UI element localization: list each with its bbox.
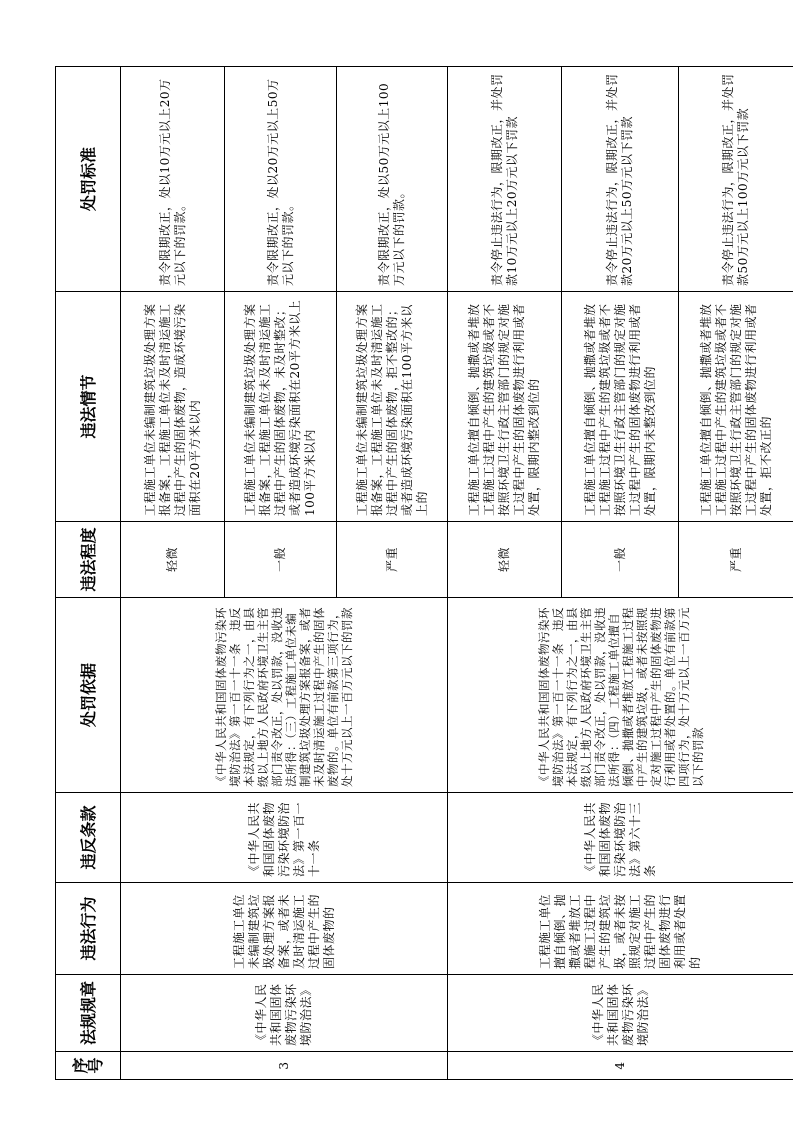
act-cell: 工程施工单位擅自倾倒、抛撒或者堆放工程施工过程中产生的建筑垃圾，或者未按照规定对施工过程中产生的固体废物进行利用或者处置的 [448, 883, 793, 975]
law-cell: 《中华人民共和国固体废物污染环境防治法》 [121, 975, 448, 1052]
degree-cell: 严重 [679, 522, 793, 598]
circumstance-cell: 工程施工单位未编制建筑垃圾处理方案报备案，工程施工单位未及时清运施工过程中产生的固体废物，造成环境污染面积在20平方米以内 [121, 292, 225, 522]
clause-cell: 《中华人民共和国固体废物污染环境防治法》第一百一十一条 [121, 793, 448, 883]
circumstance-cell: 工程施工单位擅自倾倒、抛撒或者堆放工程施工过程中产生的建筑垃圾或者不按照环境卫生行政主管部门的规定对施工过程中产生的固体废物进行利用或者处置，限期内未整改到位的 [562, 292, 679, 522]
degree-cell: 一般 [562, 522, 679, 598]
standard-cell: 责令限期改正，处以10万元以上20万元以下的罚款。 [121, 67, 225, 292]
penalty-standard-sheet [55, 67, 793, 1080]
penalty-table [55, 66, 793, 1080]
header-row [56, 67, 121, 1080]
standard-cell: 责令停止违法行为，限期改正，并处罚款20万元以上50万元以下罚款 [562, 67, 679, 292]
header-law: 法规规章 [56, 975, 121, 1052]
header-basis: 处罚依据 [56, 598, 121, 793]
header-seq: 序号 [56, 1052, 121, 1080]
table-row [448, 67, 562, 1080]
degree-cell: 轻微 [448, 522, 562, 598]
degree-cell: 轻微 [121, 522, 225, 598]
circumstance-cell: 工程施工单位擅自倾倒、抛撒或者堆放工程施工过程中产生的建筑垃圾或者不按照环境卫生行政主管部门的规定对施工过程中产生的固体废物进行利用或者处置，限期内整改到位的 [448, 292, 562, 522]
table-row [121, 67, 225, 1080]
standard-cell: 责令停止违法行为，限期改正，并处罚款50万元以上100万元以下罚款 [679, 67, 793, 292]
circumstance-cell: 工程施工单位擅自倾倒、抛撒或者堆放工程施工过程中产生的建筑垃圾或者不按照环境卫生行政主管部门的规定对施工过程中产生的固体废物进行利用或者处置，拒不改正的 [679, 292, 793, 522]
header-standard: 处罚标准 [56, 67, 121, 292]
circumstance-cell: 工程施工单位未编制建筑垃圾处理方案报备案，工程施工单位未及时清运施工过程中产生的固体废物，未及时整改；或者造成环境污染面积在20平方米以上100平方米以内 [225, 292, 337, 522]
header-degree: 违法程度 [56, 522, 121, 598]
seq-cell: 4 [448, 1052, 793, 1080]
header-act: 违法行为 [56, 883, 121, 975]
standard-cell: 责令停止违法行为，限期改正，并处罚款10万元以上20万元以下罚款 [448, 67, 562, 292]
header-circumstance: 违法情节 [56, 292, 121, 522]
basis-cell: 《中华人民共和国固体废物污染环境防治法》第一百一十一条 违反本法规定，有下列行为之一，由县级以上地方人民政府环境卫生主管部门责令改正，处以罚款，没收违法所得：（四）工程施工单位擅自倾倒、抛撒或者堆放工程施工过程中产生的建筑垃圾，或者未按照规定对施工过程中产生的固体废物进行利用或者处置的。单位有前款第四项行为，处十万元以上一百万元以下的罚款 [448, 598, 793, 793]
act-cell: 工程施工单位未编制建筑垃圾处理方案报备案，或者未及时清运施工过程中产生的固体废物的 [121, 883, 448, 975]
seq-cell: 3 [121, 1052, 448, 1080]
degree-cell: 严重 [337, 522, 448, 598]
clause-cell: 《中华人民共和国固体废物污染环境防治法》第六十三条 [448, 793, 793, 883]
header-clause: 违反条款 [56, 793, 121, 883]
standard-cell: 责令限期改正，处以20万元以上50万元以下的罚款。 [225, 67, 337, 292]
standard-cell: 责令限期改正，处以50万元以上100万元以下的罚款。 [337, 67, 448, 292]
law-cell: 《中华人民共和国固体废物污染环境防治法》 [448, 975, 793, 1052]
degree-cell: 一般 [225, 522, 337, 598]
basis-cell: 《中华人民共和国固体废物污染环境防治法》第一百一十一条 违反本法规定，有下列行为之一，由县级以上地方人民政府环境卫生主管部门责令改正，处以罚款，没收违法所得：（三）工程施工单位未编制建筑垃圾处理方案报备案，或者未及时清运施工过程中产生的固体废物的。单位有前款第三项行为，处十万元以上一百万元以下的罚款 [121, 598, 448, 793]
circumstance-cell: 工程施工单位未编制建筑垃圾处理方案报备案，工程施工单位未及时清运施工过程中产生的固体废物，拒不整改的；或者造成环境污染面积在100平方米以上的 [337, 292, 448, 522]
